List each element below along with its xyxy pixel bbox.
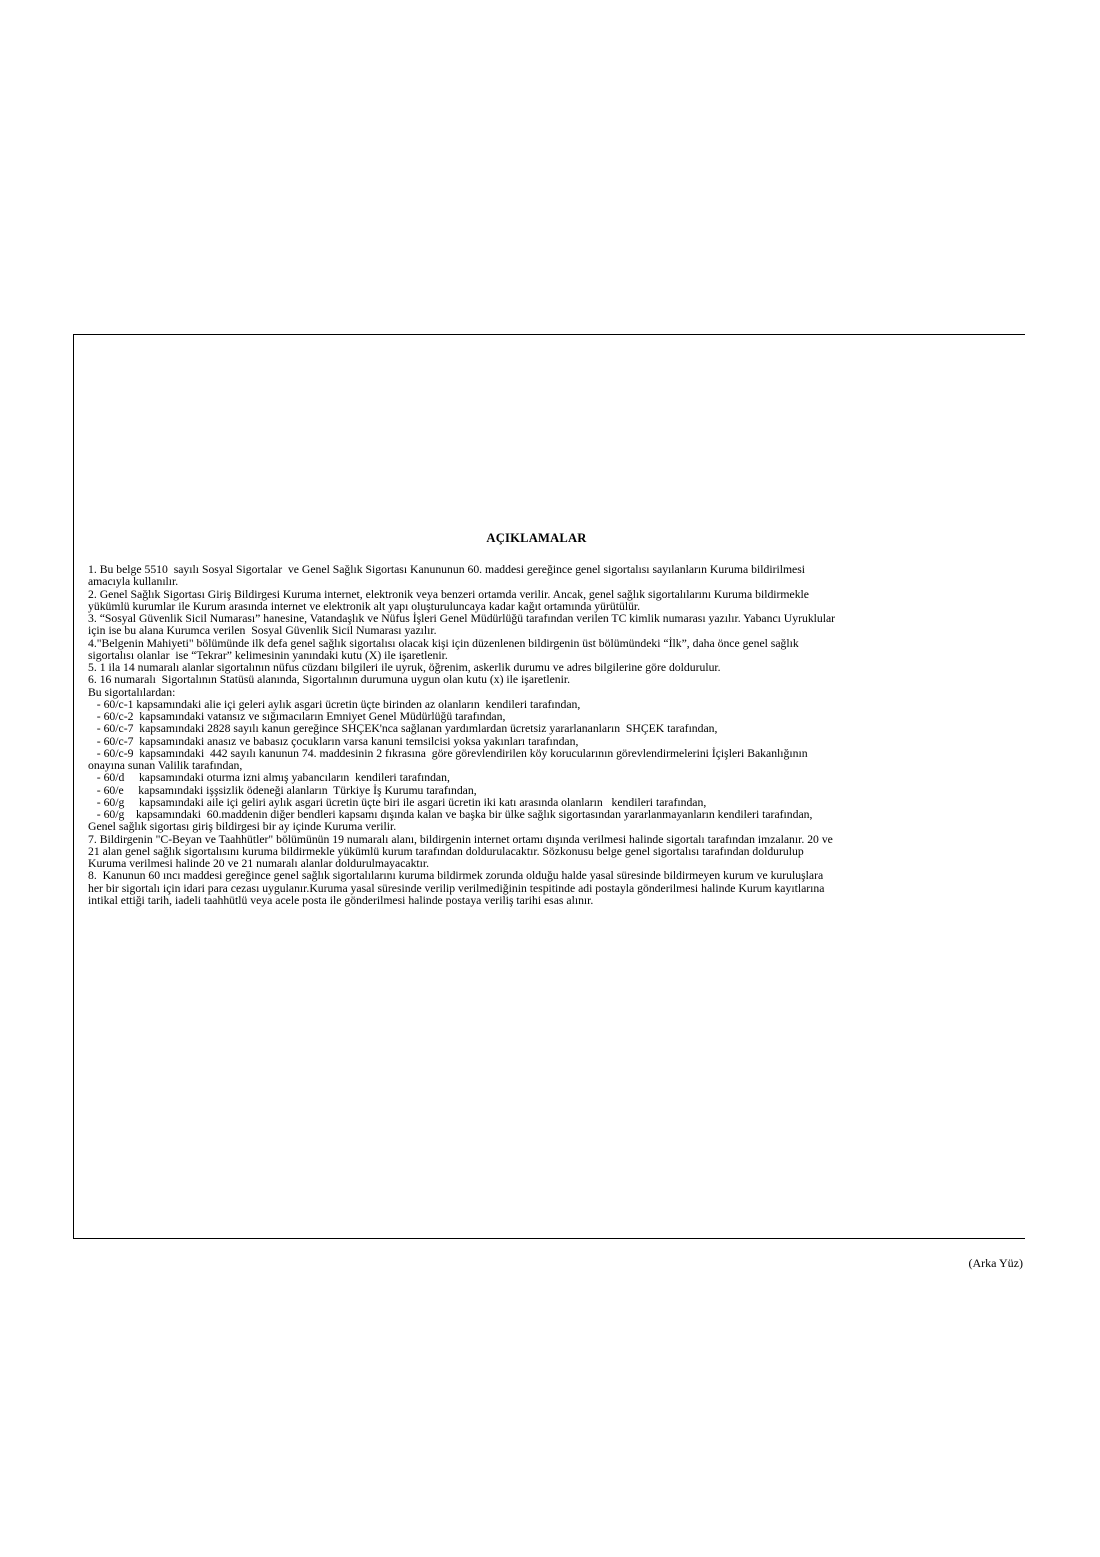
text-line: 7. Bildirgenin "C-Beyan ve Taahhütler" bölümünün 19 numaralı alanı, bildirgenin internet ortamı dışında verilmesi halinde sigortalı tarafından imzalanır. 20 ve — [88, 832, 833, 846]
text-line: - 60/c-2 kapsamındaki vatansız ve sığımacıların Emniyet Genel Müdürlüğü tarafından, — [88, 710, 506, 723]
document-title: AÇIKLAMALAR — [486, 531, 587, 545]
text-line: Bu sigortalılardan: — [88, 685, 176, 699]
text-line: intikal ettiği tarih, iadeli taahhütlü veya acele posta ile gönderilmesi halinde postaya veriliş tarihi esas alınır. — [88, 893, 594, 907]
text-line: - 60/e kapsamındaki işşsizlik ödeneği alanların Türkiye İş Kurumu tarafından, — [88, 783, 477, 797]
text-line: 2. Genel Sağlık Sigortası Giriş Bildirgesi Kuruma internet, elektronik veya benzeri ortamda verilir. Ancak, genel sağlık sigortalılarını Kuruma bildirmekle — [88, 587, 809, 601]
text-line: 6. 16 numaralı Sigortalının Statüsü alanında, Sigortalının durumuna uygun olan kutu (x) ile işaretlenir. — [88, 673, 571, 687]
text-line: - 60/d kapsamındaki oturma izni almış yabancıların kendileri tarafından, — [88, 771, 450, 785]
text-line: - 60/c-1 kapsamındaki alie içi geleri aylık asgari ücretin üçte birinden az olanların kendileri tarafından, — [88, 697, 581, 711]
text-line: için ise bu alana Kurumca verilen Sosyal Güvenlik Sicil Numarası yazılır. — [88, 624, 437, 638]
text-line: 5. 1 ila 14 numaralı alanlar sigortalının nüfus cüzdanı bilgileri ile uyruk, öğrenim, askerlik durumu ve adres bilgilerine göre doldurulur. — [88, 661, 721, 674]
explanation-text — [88, 564, 1018, 907]
text-line: - 60/c-7 kapsamındaki 2828 sayılı kanun gereğince SHÇEK'nca sağlanan yardımlardan ücretsiz yararlananların SHÇEK tarafından, — [88, 722, 718, 736]
text-line: 3. “Sosyal Güvenlik Sicil Numarası” hanesine, Vatandaşlık ve Nüfus İşleri Genel Müdürlüğü tarafından verilen TC kimlik numarası yazılır. Yabancı Uyruklular — [88, 612, 836, 625]
text-line: - 60/g kapsamındaki aile içi geliri aylık asgari ücretin üçte biri ile asgari ücretin iki katı arasında olanların kendileri tarafından, — [88, 795, 707, 809]
text-line: Kuruma verilmesi halinde 20 ve 21 numaralı alanlar doldurulmayacaktır. — [88, 857, 430, 870]
text-line: onayına sunan Valilik tarafından, — [88, 759, 243, 772]
text-line: - 60/g kapsamındaki 60.maddenin diğer bendleri kapsamı dışında kalan ve başka bir ülke sağlık sigortasından yararlanmayanların kendileri tarafından, — [88, 808, 813, 821]
text-line: yükümlü kurumlar ile Kurum arasında internet ve elektronik alt yapı oluşturuluncaya kadar kağıt ortamında yürütülür. — [88, 599, 641, 613]
text-line: sigortalısı olanlar ise “Tekrar” kelimesinin yanındaki kutu (X) ile işaretlenir. — [88, 648, 448, 662]
page-side-label: (Arka Yüz) — [968, 1256, 1023, 1270]
text-line: amacıyla kullanılır. — [88, 575, 179, 589]
text-line: - 60/c-9 kapsamındaki 442 sayılı kanunun 74. maddesinin 2 fıkrasına göre görevlendirilen köy korucularının görevlendirmelerini İçişleri Bakanlığının — [88, 746, 808, 760]
text-line: her bir sigortalı için idari para cezası uygulanır.Kuruma yasal süresinde verilip verilmediğinin tespitinde adi postayla gönderilmesi halinde Kurum kayıtlarına — [88, 881, 825, 895]
text-line: 21 alan genel sağlık sigortalısını kuruma bildirmekle yükümlü kurum tarafından doldurulacaktır. Sözkonusu belge genel sigortalısı tarafından doldurulup — [88, 844, 804, 858]
text-line: 8. Kanunun 60 ıncı maddesi gereğince genel sağlık sigortalılarını kuruma bildirmek zorunda olduğu halde yasal süresinde bildirmeyen kurum ve kuruluşlara — [88, 869, 824, 883]
text-line: 1. Bu belge 5510 sayılı Sosyal Sigortalar ve Genel Sağlık Sigortası Kanununun 60. maddesi gereğince genel sigortalısı sayılanların Kuruma bildirilmesi — [88, 563, 806, 576]
text-line: 4."Belgenin Mahiyeti" bölümünde ilk defa genel sağlık sigortalısı olacak kişi için düzenlenen bildirgenin üst bölümündeki “İlk”, daha önce genel sağlık — [88, 636, 799, 650]
content-frame — [73, 334, 1025, 1239]
text-line: - 60/c-7 kapsamındaki anasız ve babasız çocukların varsa kanuni temsilcisi yoksa yakınları tarafından, — [88, 734, 579, 748]
text-line: Genel sağlık sigortası giriş bildirgesi bir ay içinde Kuruma verilir. — [88, 820, 397, 834]
